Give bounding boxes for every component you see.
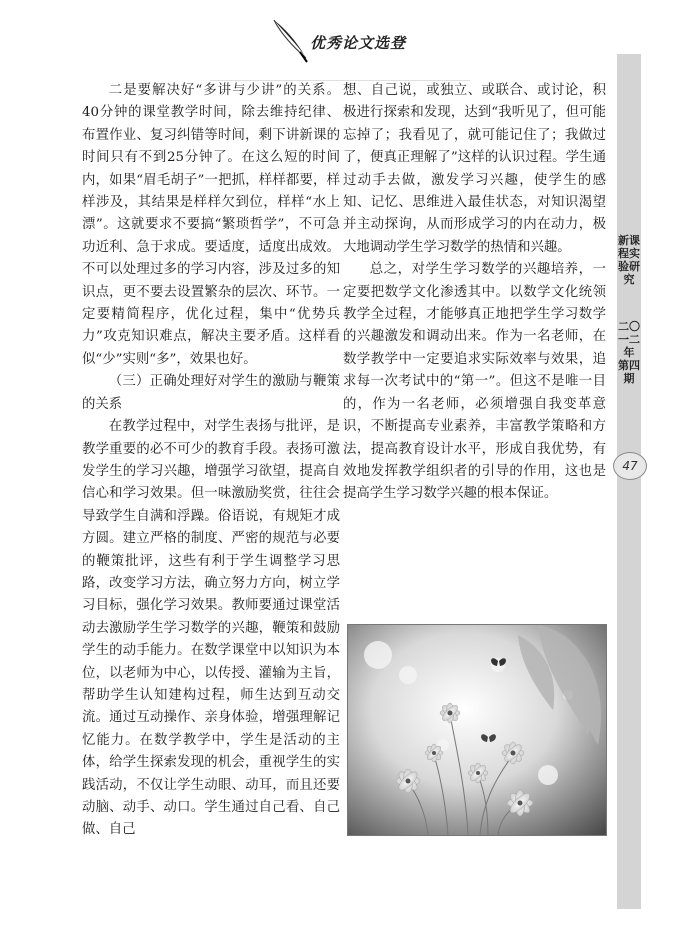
issue-number: 第四期	[618, 359, 640, 385]
right-column	[343, 80, 606, 506]
journal-name: 新课程实验研究	[618, 234, 640, 286]
flowers-and-butterflies-photo	[347, 624, 607, 836]
paragraph: 二是要解决好“多讲与少讲”的关系。40分钟的课堂教学时间，除去维持纪律、布置作业、复习纠错等时间，剩下讲新课的时间只有不到25分钟了。在这么短的时间内，如果“眉毛胡子”一把抓，样样都要，样样涉及，其结果是样样欠到位，样样“水上漂”。这就要求不要搞“繁琐哲学”，不可急功近利、急于求成。要适度，适度出成效。不可以处理过多的学习内容，涉及过多的知识点，更不要去设置繁杂的层次、环节。一定要精简程序，优化过程，集中“优势兵力”攻克知识难点，解决主要矛盾。这样看似“少”实则“多”，效果也好。	[82, 83, 340, 367]
paragraph: 在教学过程中，对学生表扬与批评，是教学重要的必不可少的教育手段。表扬可激发学生的学习兴趣，增强学习欲望，提高自信心和学习效果。但一味激励奖赏，往往会导致学生自满和浮躁。俗语说，有规矩才成方圆。建立严格的制度、严密的规范与必要的鞭策批评，这些有利于学生调整学习思路，改变学习方法，确立努力方向，树立学习目标，强化学习效果。教师要通过课堂活动去激励学生学习数学的兴趣，鞭策和鼓励学生的动手能力。在数学课堂中以知识为本位，以老师为中心，以传授、灌输为主旨，帮助学生认知建构过程，师生达到互动交流。通过互动操作、亲身体验，增强理解记忆能力。在数学教学中，学生是活动的主体，给学生探索发现的机会，重视学生的实践活动，不仅让学生动眼、动耳，而且还要动脑、动手、动口。学生通过自己看、自己做、自己	[82, 419, 340, 838]
issue-info	[617, 320, 641, 385]
section-title: 优秀论文选登	[310, 34, 407, 52]
journal-sidebar	[617, 54, 641, 909]
left-column	[82, 80, 340, 842]
photo-illustration	[348, 625, 606, 835]
issue-year: 二〇一二年	[618, 320, 640, 359]
paragraph: 总之，对学生学习数学的兴趣培养，一定要把数学文化渗透其中。以数学文化统领教学全过程，才能够真正地把学生学习数学的兴趣激发和调动出来。作为一名老师，在数学教学中一定要追求实际效率与效果，追求每一次考试中的“第一”。但这不是唯一目的，作为一名老师，必须增强自我变革意识，不断提高专业素养，丰富教学策略和方法，提高教育设计水平，形成自我优势，有效地发挥教学组织者的引导的作用，这也是提高学生学习数学兴趣的根本保证。	[343, 262, 606, 502]
page-header	[270, 18, 430, 66]
subheading: （三）正确处理好对学生的激励与鞭策的关系	[82, 374, 340, 412]
page-number: 47	[613, 452, 647, 480]
paragraph: 想、自己说，或独立、或联合、或讨论，积极进行探索和发现，达到“我听见了，但可能忘掉了；我看见了，就可能记住了；我做过了，便真正理解了”这样的认识过程。学生通过动手去做，激发学习兴趣，使学生的感知、记忆、思维进入最佳状态，对知识渴望并主动探询，从而形成学习的内在动力，极大地调动学生学习数学的热情和兴趣。	[343, 83, 606, 255]
quill-pen-icon	[270, 18, 310, 64]
